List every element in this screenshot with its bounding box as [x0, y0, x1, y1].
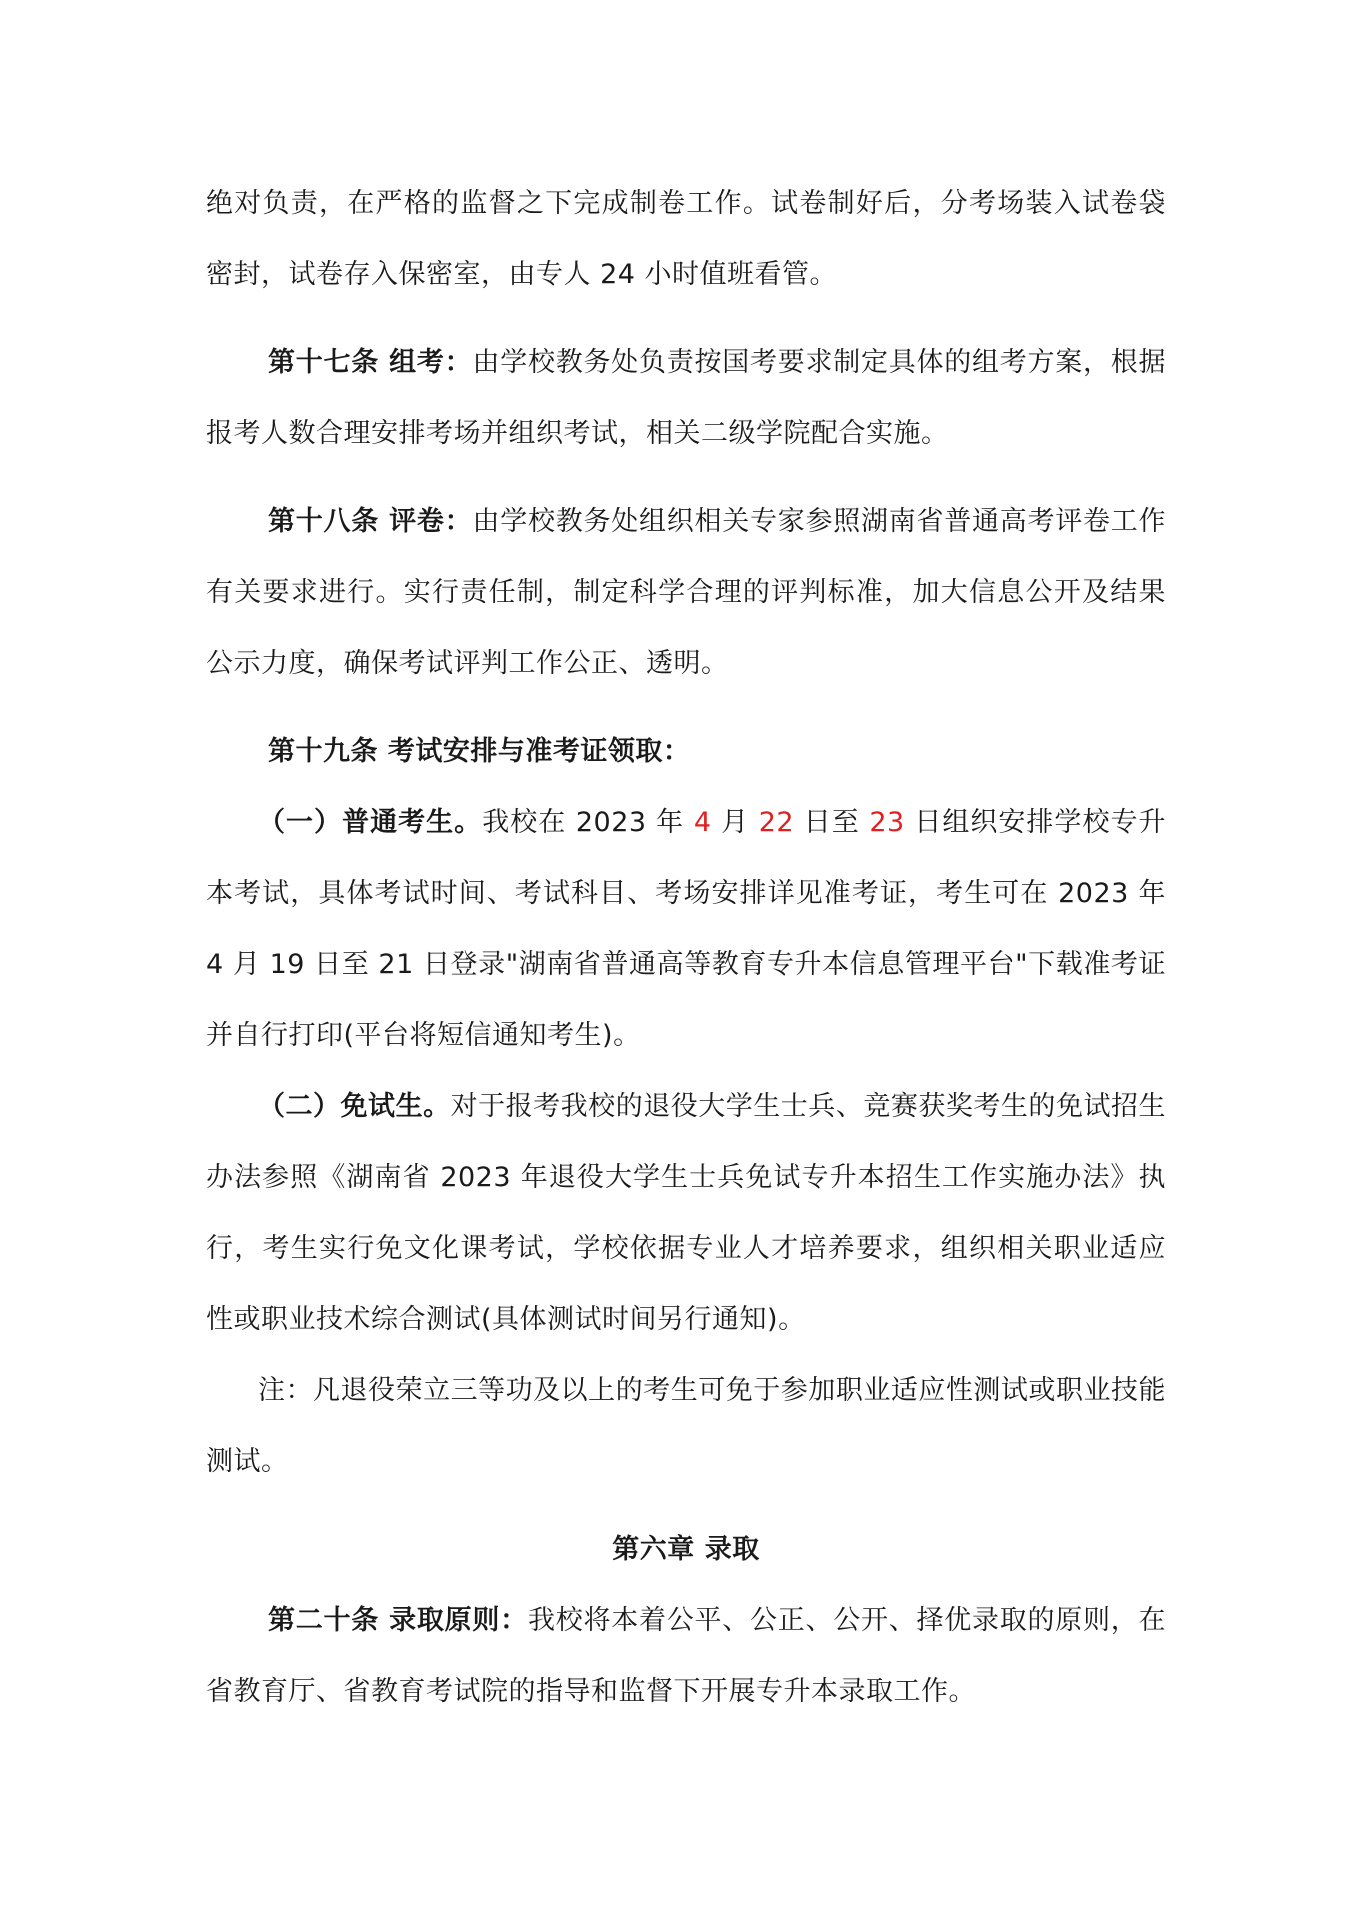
- article-19-heading: 第十九条 考试安排与准考证领取：: [268, 736, 691, 767]
- article-20: [206, 1585, 1166, 1727]
- item-1-text-b: 月: [711, 807, 759, 838]
- item-regular-candidates: [206, 787, 1166, 1071]
- article-18-heading: 第十八条 评卷：: [268, 506, 473, 537]
- item-1-text-d: 日组织安排学校专升本考试，具体考试时间、考试科目、考场安排详见准考证，考生可在 2023 年 4 月 19 日至 21 日登录"湖南省普通高等教育专升本信息管理平台"下载准考证并自行打印(平台将短信通知考生)。: [206, 807, 1167, 1051]
- article-18-body: 由学校教务处组织相关专家参照湖南省普通高考评卷工作有关要求进行。实行责任制，制定科学合理的评判标准，加大信息公开及结果公示力度，确保考试评判工作公正、透明。: [206, 506, 1167, 679]
- chapter-6-title: 第六章 录取: [612, 1534, 760, 1565]
- item-2-body: 对于报考我校的退役大学生士兵、竞赛获奖考生的免试招生办法参照《湖南省 2023 年退役大学生士兵免试专升本招生工作实施办法》执行，考生实行免文化课考试，学校依据专业人才培养要求，组织相关职业适应性或职业技术综合测试(具体测试时间另行通知)。: [206, 1091, 1166, 1335]
- article-20-body: 我校将本着公平、公正、公开、择优录取的原则，在省教育厅、省教育考试院的指导和监督下开展专升本录取工作。: [206, 1605, 1167, 1707]
- article-17: [206, 327, 1166, 469]
- article-19: [206, 716, 1166, 787]
- article-17-body: 由学校教务处负责按国考要求制定具体的组考方案，根据报考人数合理安排考场并组织考试，相关二级学院配合实施。: [206, 347, 1167, 449]
- document-body: [206, 168, 1166, 1727]
- item-1-text-c: 日至: [794, 807, 870, 838]
- article-20-heading: 第二十条 录取原则：: [268, 1605, 528, 1636]
- article-18: [206, 486, 1166, 699]
- item-1-heading: （一）普通考生。: [258, 807, 483, 838]
- item-exempt-candidates: [206, 1071, 1166, 1355]
- exam-end-day: 23: [869, 807, 905, 838]
- paragraph-text: 绝对负责，在严格的监督之下完成制卷工作。试卷制好后，分考场装入试卷袋密封，试卷存入保密室，由专人 24 小时值班看管。: [206, 188, 1166, 290]
- article-17-heading: 第十七条 组考：: [268, 347, 473, 378]
- item-1-text-a: 我校在 2023 年: [482, 807, 694, 838]
- note-text: 注：凡退役荣立三等功及以上的考生可免于参加职业适应性测试或职业技能测试。: [206, 1375, 1166, 1477]
- item-2-heading: （二）免试生。: [258, 1091, 451, 1122]
- exam-month: 4: [693, 807, 712, 838]
- exam-start-day: 22: [758, 807, 795, 838]
- note-paragraph: [206, 1355, 1166, 1497]
- paragraph-continued: [206, 168, 1166, 310]
